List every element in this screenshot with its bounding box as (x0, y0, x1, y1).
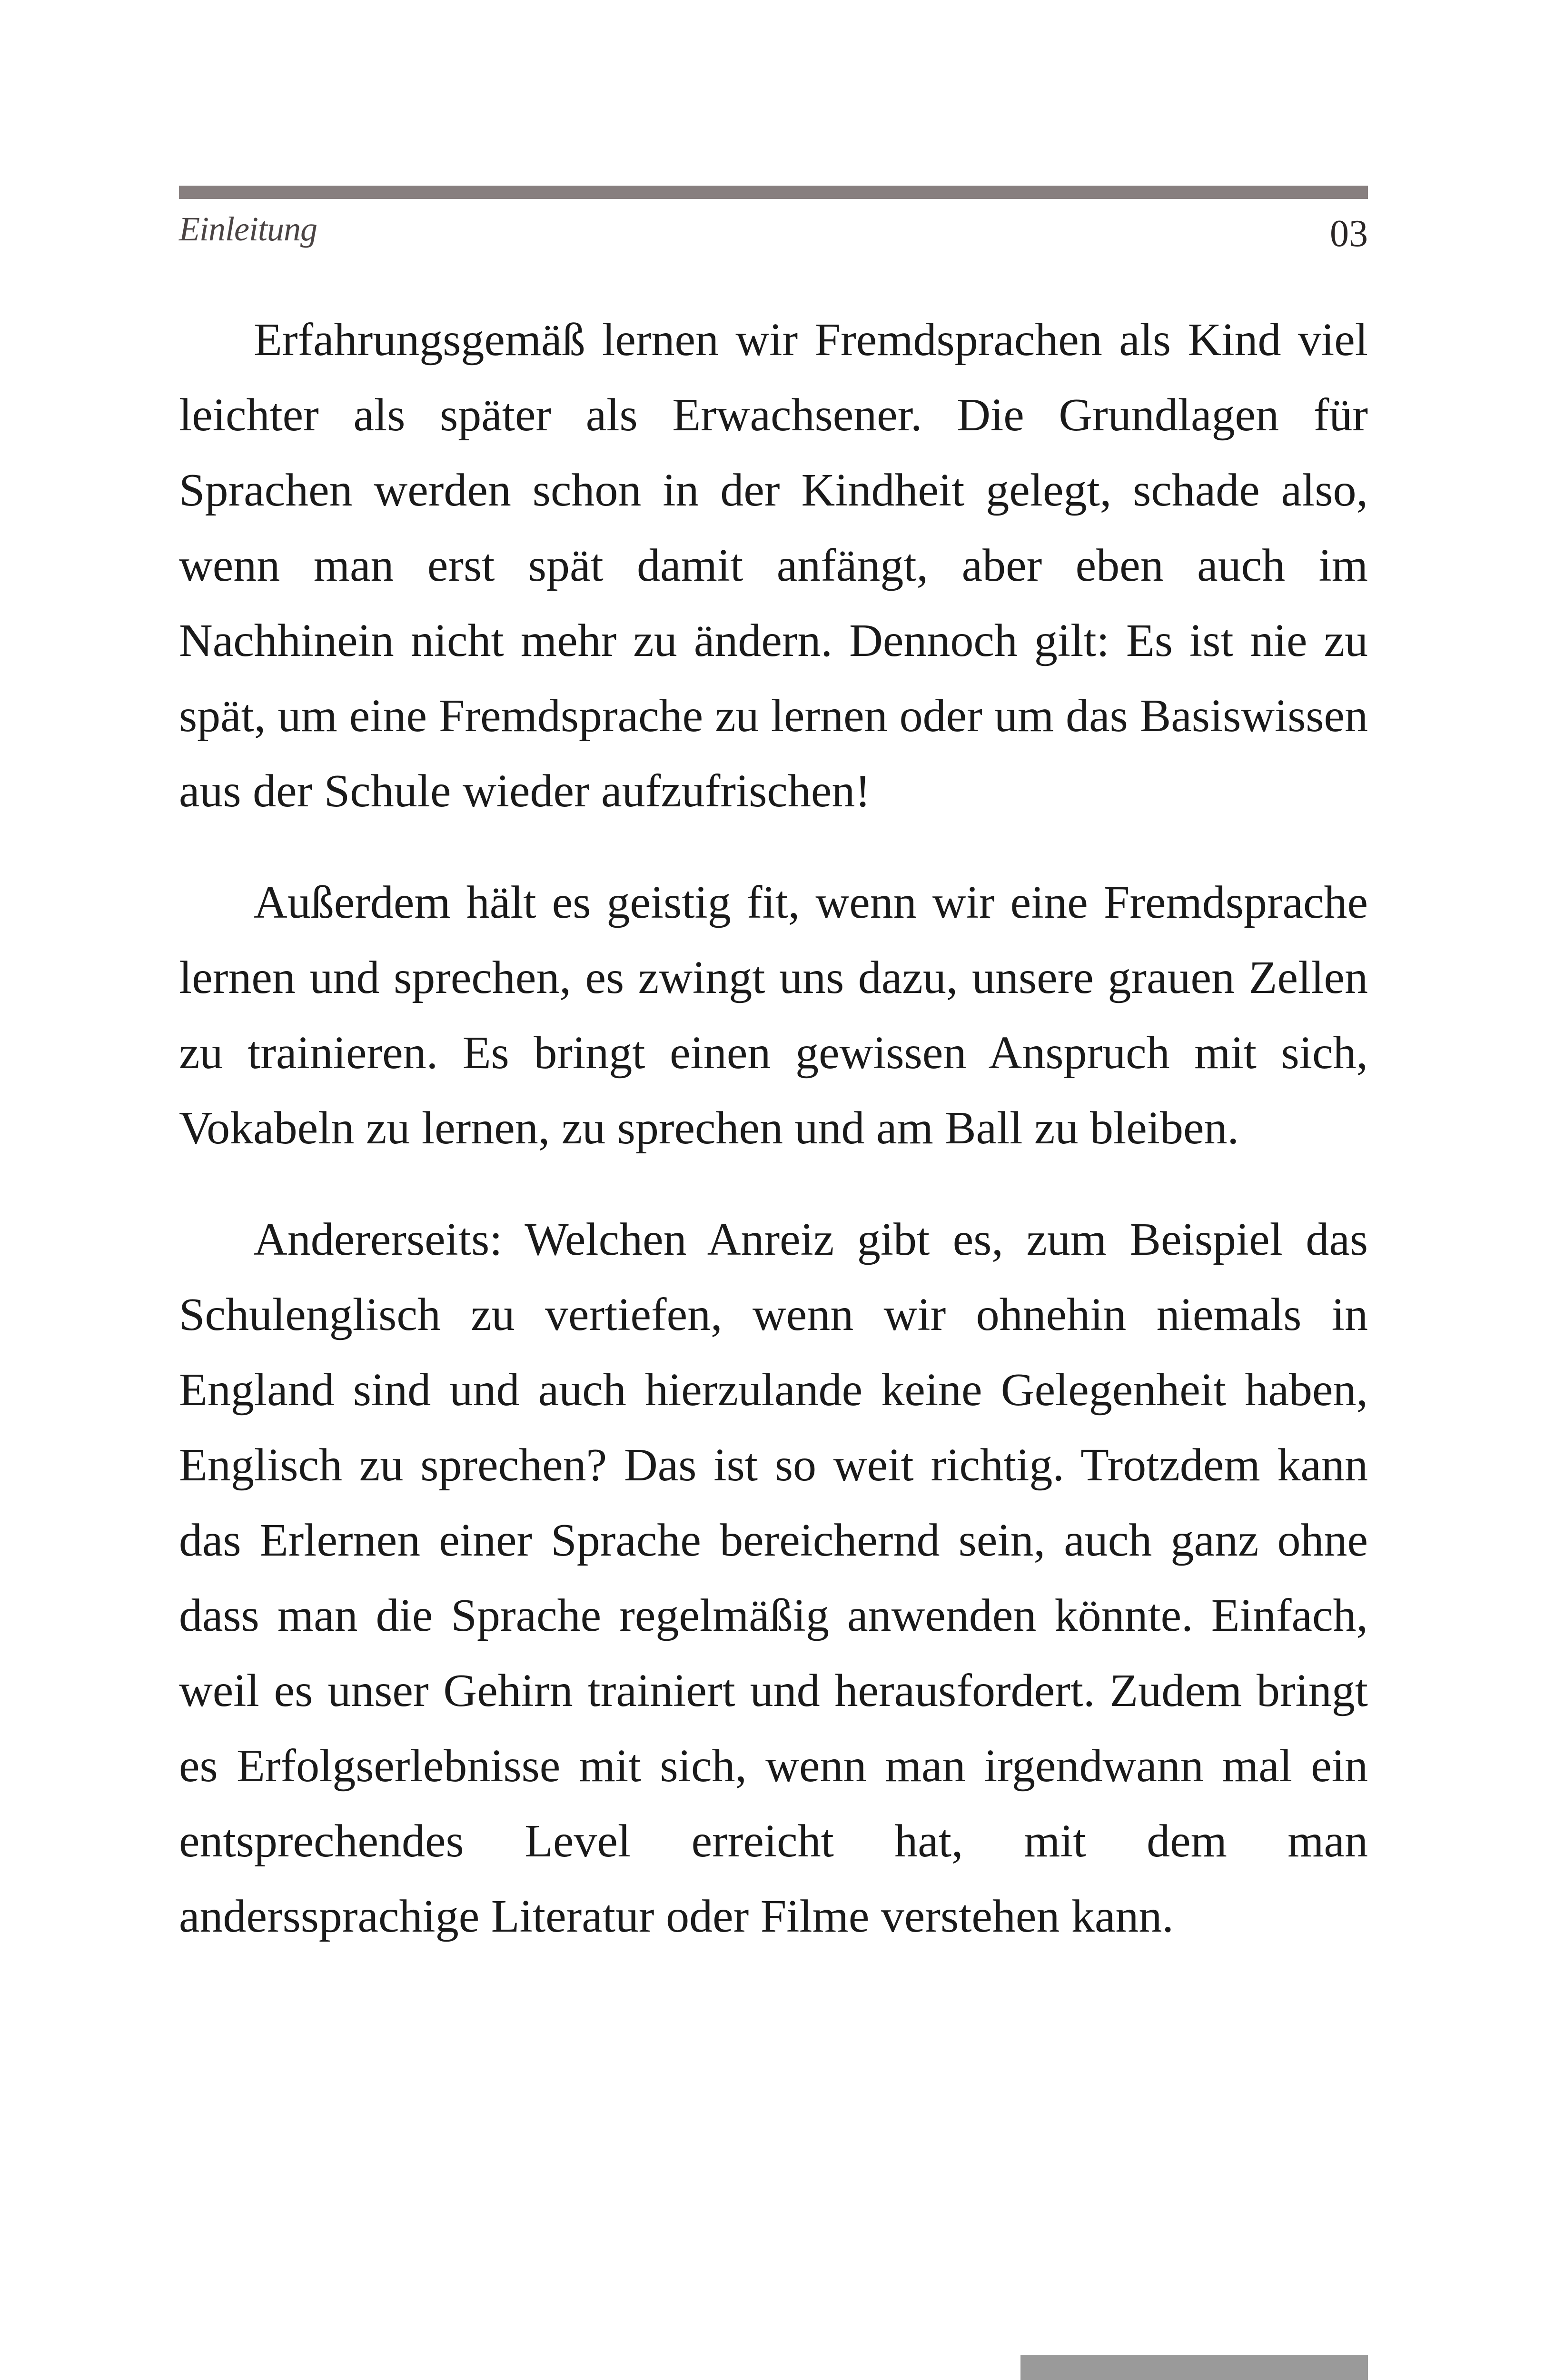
page-number: 03 (1330, 213, 1368, 255)
paragraph: Erfahrungsgemäß lernen wir Fremdsprachen als Kind viel leichter als später als Erwachsener. Die Grundlagen für Sprachen werden schon in der Kindheit gelegt, schade also, wenn man erst spät damit anfängt, aber eben auch im Nachhinein nicht mehr zu ändern. Dennoch gilt: Es ist nie zu spät, um eine Fremdsprache zu lernen oder um das Basiswissen aus der Schule wieder aufzufrischen! (179, 314, 1368, 817)
running-head: Einleitung (179, 210, 317, 248)
body-text (179, 302, 1368, 1990)
paragraph: Außerdem hält es geistig fit, wenn wir eine Fremdsprache lernen und sprechen, es zwingt uns dazu, unsere grauen Zellen zu trainieren. Es bringt einen gewissen Anspruch mit sich, Vokabeln zu lernen, zu sprechen und am Ball zu bleiben. (179, 877, 1368, 1154)
footer-bar (1020, 2355, 1368, 2380)
paragraph: Andererseits: Welchen Anreiz gibt es, zum Beispiel das Schulenglisch zu vertiefen, wenn wir ohnehin niemals in England sind und auch hierzulande keine Gelegenheit haben, Englisch zu sprechen? Das ist so weit richtig. Trotzdem kann das Erlernen einer Sprache bereichernd sein, auch ganz ohne dass man die Sprache regelmäßig anwenden könnte. Einfach, weil es unser Gehirn trainiert und herausfordert. Zudem bringt es Erfolgserlebnisse mit sich, wenn man irgendwann mal ein entsprechendes Level erreicht hat, mit dem man anderssprachige Literatur oder Filme verstehen kann. (179, 1214, 1368, 1942)
header-rule (179, 186, 1368, 199)
